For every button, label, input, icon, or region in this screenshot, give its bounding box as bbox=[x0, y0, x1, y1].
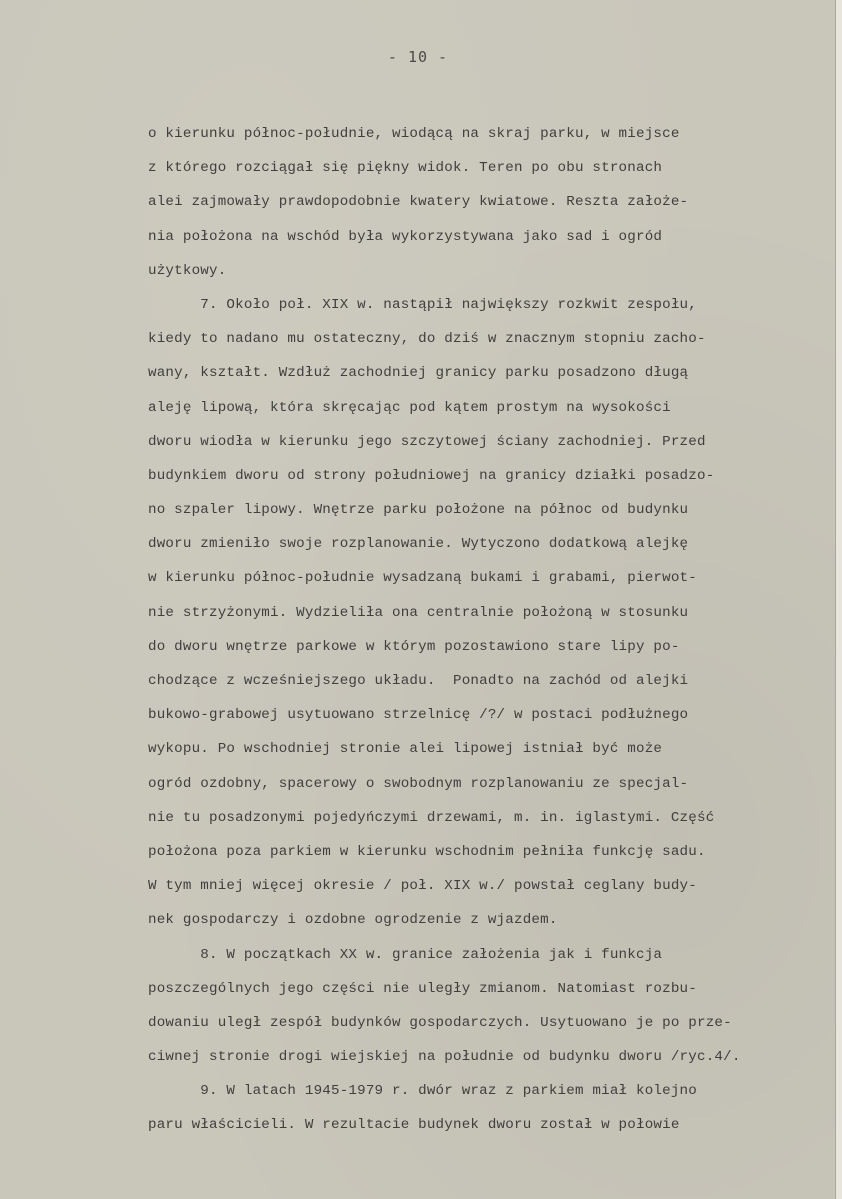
text-line: dowaniu uległ zespół budynków gospodarczych. Usytuowano je po prze- bbox=[148, 1014, 732, 1031]
text-line: dworu wiodła w kierunku jego szczytowej ściany zachodniej. Przed bbox=[148, 433, 706, 450]
text-line: nie tu posadzonymi pojedyńczymi drzewami, m. in. iglastymi. Część bbox=[148, 809, 715, 826]
text-line: W tym mniej więcej okresie / poł. XIX w./ powstał ceglany budy- bbox=[148, 878, 697, 895]
text-line: budynkiem dworu od strony południowej na granicy działki posadzo- bbox=[148, 467, 715, 484]
text-line: użytkowy. bbox=[148, 262, 227, 279]
text-line: kiedy to nadano mu ostateczny, do dziś w znacznym stopniu zacho- bbox=[148, 331, 706, 348]
text-line: 9. W latach 1945-1979 r. dwór wraz z parkiem miał kolejno bbox=[148, 1083, 697, 1100]
text-line: aleję lipową, która skręcając pod kątem prostym na wysokości bbox=[148, 399, 671, 416]
text-line: paru właścicieli. W rezultacie budynek dworu został w połowie bbox=[148, 1117, 680, 1134]
text-line: chodzące z wcześniejszego układu. Ponadto na zachód od alejki bbox=[148, 673, 689, 689]
text-line: 7. Około poł. XIX w. nastąpił największy rozkwit zespołu, bbox=[148, 296, 697, 313]
text-line: 8. W początkach XX w. granice założenia jak i funkcja bbox=[148, 946, 663, 963]
text-line: dworu zmieniło swoje rozplanowanie. Wytyczono dodatkową alejkę bbox=[148, 536, 689, 553]
text-line: położona poza parkiem w kierunku wschodnim pełniła funkcję sadu. bbox=[148, 843, 706, 860]
text-line: o kierunku północ-południe, wiodącą na skraj parku, w miejsce bbox=[148, 126, 680, 142]
text-line: alei zajmowały prawdopodobnie kwatery kwiatowe. Reszta założe- bbox=[148, 194, 689, 211]
text-line: do dworu wnętrze parkowe w którym pozostawiono stare lipy po- bbox=[148, 638, 680, 655]
text-line: w kierunku północ-południe wysadzaną bukami i grabami, pierwot- bbox=[148, 570, 697, 587]
text-line: nia położona na wschód była wykorzystywana jako sad i ogród bbox=[148, 228, 663, 245]
text-line: nek gospodarczy i ozdobne ogrodzenie z wjazdem. bbox=[148, 912, 558, 929]
text-line: ogród ozdobny, spacerowy o swobodnym rozplanowaniu ze specjal- bbox=[148, 775, 689, 792]
text-line: wykopu. Po wschodniej stronie alei lipowej istniał być może bbox=[148, 741, 663, 758]
text-line: wany, kształt. Wzdłuż zachodniej granicy parku posadzono długą bbox=[148, 365, 689, 382]
text-line: ciwnej stronie drogi wiejskiej na południe od budynku dworu /ryc.4/. bbox=[148, 1049, 741, 1066]
body-text bbox=[148, 117, 842, 1143]
text-line: bukowo-grabowej usytuowano strzelnicę /?/ w postaci podłużnego bbox=[148, 707, 689, 724]
page-number: - 10 - bbox=[387, 48, 449, 66]
text-line: poszczególnych jego części nie uległy zmianom. Natomiast rozbu- bbox=[148, 980, 697, 997]
page-edge bbox=[835, 0, 842, 1199]
text-line: no szpaler lipowy. Wnętrze parku położone na północ od budynku bbox=[148, 502, 689, 519]
text-line: nie strzyżonymi. Wydzieliła ona centralnie położoną w stosunku bbox=[148, 604, 689, 621]
text-line: z którego rozciągał się piękny widok. Teren po obu stronach bbox=[148, 160, 663, 177]
